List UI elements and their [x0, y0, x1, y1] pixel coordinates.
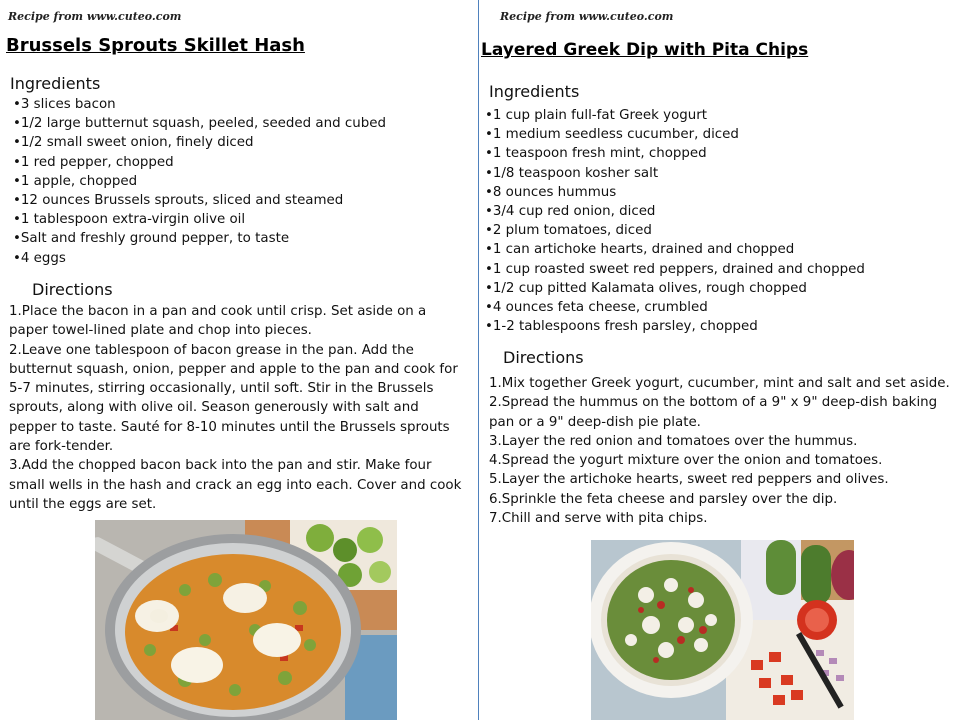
direction-step: 1.Place the bacon in a pan and cook until crisp. Set aside on a paper towel-lined plate and chop into pieces. [9, 304, 427, 339]
ingredient-item: •4 ounces feta cheese, crumbled [485, 300, 708, 316]
direction-step: 2.Spread the hummus on the bottom of a 9" x 9" deep-dish baking pan or a 9" deep-dish pie plate. [489, 395, 938, 430]
column-divider [478, 0, 479, 720]
right-source-credit: Recipe from www.cuteo.com [500, 10, 674, 23]
ingredient-item: •1/8 teaspoon kosher salt [485, 165, 659, 181]
ingredient-item: •1 red pepper, chopped [13, 154, 174, 170]
ingredient-item: •1/2 large butternut squash, peeled, seeded and cubed [13, 116, 386, 132]
ingredient-item: •1-2 tablespoons fresh parsley, chopped [485, 319, 758, 335]
right-recipe-title: Layered Greek Dip with Pita Chips [481, 40, 809, 60]
left-ingredients-list [13, 95, 473, 268]
direction-step: 2.Leave one tablespoon of bacon grease in the pan. Add the butternut squash, onion, pepper and apple to the pan and cook for 5-7 minutes, stirring occasionally, until soft. Stir in the Brussels sprouts, along with olive oil. Season generously with salt and pepper to taste. Sauté for 8-10 minutes until the Brussels sprouts are fork-tender. [9, 342, 458, 455]
ingredient-item: •Salt and freshly ground pepper, to taste [13, 231, 290, 247]
direction-step: 3.Layer the red onion and tomatoes over the hummus. [489, 433, 858, 449]
brussels-sprouts-hash-photo [95, 520, 397, 720]
direction-step: 3.Add the chopped bacon back into the pan and stir. Make four small wells in the hash and crack an egg into each. Cover and cook until the eggs are set. [9, 458, 462, 512]
left-recipe-title: Brussels Sprouts Skillet Hash [6, 35, 305, 56]
left-ingredients-heading: Ingredients [10, 74, 101, 93]
ingredient-item: •3/4 cup red onion, diced [485, 204, 656, 220]
ingredient-item: •1 medium seedless cucumber, diced [485, 127, 739, 143]
ingredient-item: •1 apple, chopped [13, 173, 138, 189]
ingredient-item: •4 eggs [13, 250, 66, 266]
ingredient-item: •1 tablespoon extra-virgin olive oil [13, 212, 246, 228]
ingredient-item: •1 cup roasted sweet red peppers, drained and chopped [485, 261, 865, 277]
left-directions-list [9, 302, 467, 514]
direction-step: 6.Sprinkle the feta cheese and parsley over the dip. [489, 491, 838, 507]
ingredient-item: •1 cup plain full-fat Greek yogurt [485, 108, 708, 123]
direction-step: 7.Chill and serve with pita chips. [489, 511, 708, 527]
ingredient-item: •12 ounces Brussels sprouts, sliced and steamed [13, 193, 344, 209]
right-ingredients-list [485, 106, 955, 336]
ingredient-item: •1 teaspoon fresh mint, chopped [485, 146, 707, 162]
ingredient-item: •1/2 cup pitted Kalamata olives, rough chopped [485, 280, 807, 296]
left-directions-heading: Directions [32, 280, 113, 299]
ingredient-item: •8 ounces hummus [485, 184, 617, 200]
right-directions-list [489, 374, 951, 528]
right-directions-heading: Directions [503, 348, 584, 367]
direction-step: 4.Spread the yogurt mixture over the onion and tomatoes. [489, 453, 883, 469]
right-ingredients-heading: Ingredients [489, 82, 580, 101]
left-source-credit: Recipe from www.cuteo.com [8, 10, 182, 23]
direction-step: 5.Layer the artichoke hearts, sweet red peppers and olives. [489, 472, 889, 488]
greek-dip-photo [591, 540, 854, 720]
ingredient-item: •3 slices bacon [13, 97, 116, 112]
ingredient-item: •1 can artichoke hearts, drained and chopped [485, 242, 795, 258]
ingredient-item: •1/2 small sweet onion, finely diced [13, 135, 254, 151]
direction-step: 1.Mix together Greek yogurt, cucumber, mint and salt and set aside. [489, 376, 950, 391]
ingredient-item: •2 plum tomatoes, diced [485, 223, 652, 239]
